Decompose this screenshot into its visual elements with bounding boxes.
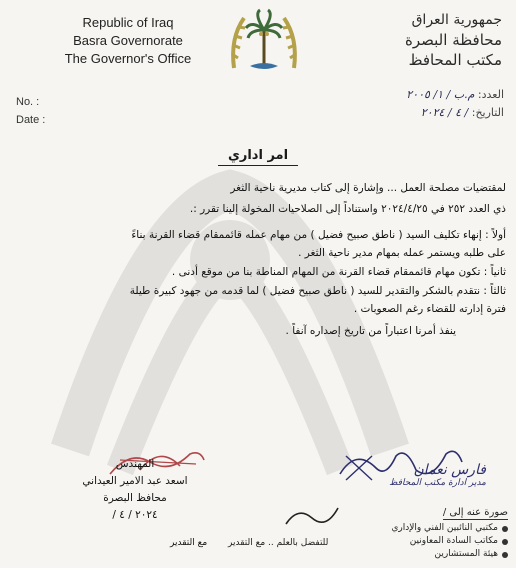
body-line-2: ذي العدد ٢٥٢ في ٢٠٢٤/٤/٢٥ واستناداً إلى الصلاحيات المخولة إلينا تقرر :. — [189, 203, 506, 215]
body-line-6: ثالثاً : نتقدم بالشكر والتقدير للسيد ( ناطق صبيح فضيل ) لما قدمه من جهود كبيرة طيلة — [129, 285, 506, 297]
copies-list — [391, 506, 508, 561]
initial-scribble — [282, 500, 342, 530]
title-text: امر اداري — [218, 148, 298, 166]
signer-title: المهندس — [115, 458, 155, 470]
number-field-en — [16, 96, 39, 108]
stamp-name: فارس نعمان — [413, 462, 486, 478]
copy-item-label: مكتبي النائبين الفني والإداري — [391, 523, 498, 533]
number-label-en: No. : — [16, 96, 40, 108]
document-title — [0, 148, 516, 163]
body-line-1: لمقتضيات مصلحة العمل ... وإشارة إلى كتاب مديرية ناحية الثغر — [230, 182, 506, 194]
header-en-line3: The Governor's Office — [64, 51, 192, 66]
stamp-role: مدير ادارة مكتب المحافظ — [389, 478, 486, 488]
signer-position: محافظ البصرة — [103, 492, 167, 504]
signature-block — [60, 456, 210, 524]
number-value-ar: م.ب / ١/ ٢٠٠٥ — [406, 88, 475, 101]
body-line-4: على طلبه ويستمر عمله بمهام مدير ناحية الثغر . — [298, 247, 506, 259]
body-line-7: فترة إدارته للقضاء رغم الصعوبات . — [353, 303, 506, 315]
copy-item-label: هيئة المستشارين — [434, 549, 498, 559]
number-field-ar — [406, 88, 504, 101]
number-label-ar: العدد: — [477, 88, 504, 101]
courtesy-note-2: مع التقدير — [170, 538, 208, 548]
arabic-letterhead — [342, 10, 502, 70]
date-label-ar: التاريخ: — [471, 106, 504, 119]
bullet-icon — [502, 539, 508, 545]
body-line-5: ثانياً : تكون مهام قائممقام قضاء القرنة من المهام المناطة بنا من موقع أدنى . — [171, 266, 506, 278]
copy-item-label: مكاتب السادة المعاونين — [409, 536, 498, 546]
date-value-ar: / ٤ / ٢٠٢٤ — [420, 106, 469, 119]
date-field-en — [16, 114, 45, 126]
copy-item — [391, 522, 508, 535]
body-line-3: أولاً : إنهاء تكليف السيد ( ناطق صبيح فضيل ) من مهام عمله قائممقام قضاء القرنة بناءً — [131, 229, 506, 241]
date-label-en: Date : — [16, 114, 46, 126]
header-en-line2: Basra Governorate — [73, 33, 183, 48]
header-ar-line3: مكتب المحافظ — [408, 51, 502, 69]
bullet-icon — [502, 552, 508, 558]
copy-item — [391, 548, 508, 561]
header-ar-line1: جمهورية العراق — [411, 12, 502, 28]
english-letterhead — [38, 14, 218, 68]
body-line-8: ينفذ أمرنا اعتباراً من تاريخ إصداره آنفاً . — [285, 325, 456, 337]
office-manager-stamp — [389, 462, 486, 488]
signer-name: اسعد عبد الامير العيداني — [82, 475, 188, 487]
courtesy-note: للتفضل بالعلم .. مع التقدير — [228, 538, 329, 548]
bullet-icon — [502, 526, 508, 532]
header-en-line1: Republic of Iraq — [82, 15, 174, 30]
copies-caption: صورة عنه إلى / — [442, 507, 508, 518]
date-field-ar — [421, 106, 504, 119]
signature-date: ٢٠٢٤ / ٤ / — [112, 509, 158, 521]
header-ar-line2: محافظة البصرة — [405, 31, 502, 49]
copy-item — [391, 535, 508, 548]
basra-governorate-logo — [224, 8, 304, 80]
